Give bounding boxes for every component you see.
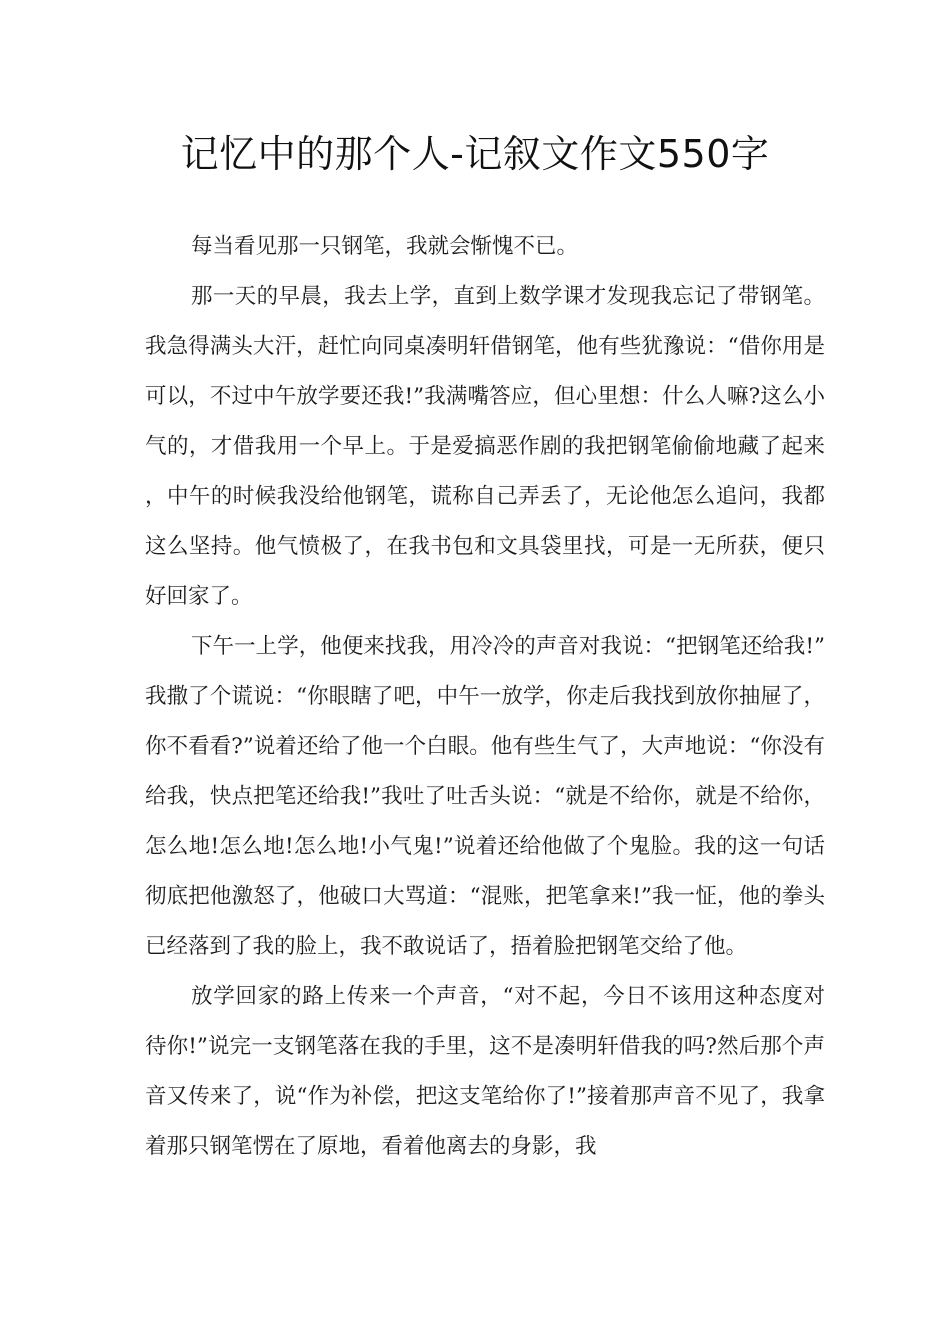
paragraph-1: 每当看见那一只钢笔，我就会惭愧不已。 bbox=[191, 234, 579, 259]
document-body bbox=[145, 222, 825, 1172]
paragraph-4: 放学回家的路上传来一个声音，“对不起，今日不该用这种态度对待你!”说完一支钢笔落在我的手里，这不是凑明轩借我的吗?然后那个声音又传来了，说“作为补偿，把这支笔给你了!”接着那声音不见了，我拿着那只钢笔愣在了原地，看着他离去的身影，我 bbox=[145, 984, 825, 1159]
document-title: 记忆中的那个人-记叙文作文550字 bbox=[180, 132, 770, 176]
paragraph-2: 那一天的早晨，我去上学，直到上数学课才发现我忘记了带钢笔。我急得满头大汗，赶忙向同桌凑明轩借钢笔，他有些犹豫说：“借你用是可以，不过中午放学要还我!”我满嘴答应，但心里想：什么人嘛?这么小气的，才借我用一个早上。于是爱搞恶作剧的我把钢笔偷偷地藏了起来，中午的时候我没给他钢笔，谎称自己弄丢了，无论他怎么追问，我都这么坚持。他气愤极了，在我书包和文具袋里找，可是一无所获，便只好回家了。 bbox=[145, 284, 825, 609]
paragraph-3: 下午一上学，他便来找我，用冷冷的声音对我说：“把钢笔还给我!”我撒了个谎说：“你眼瞎了吧，中午一放学，你走后我找到放你抽屉了，你不看看?”说着还给了他一个白眼。他有些生气了，大声地说：“你没有给我，快点把笔还给我!”我吐了吐舌头说：“就是不给你，就是不给你，怎么地!怎么地!怎么地!小气鬼!”说着还给他做了个鬼脸。我的这一句话彻底把他激怒了，他破口大骂道：“混账，把笔拿来!”我一怔，他的拳头已经落到了我的脸上，我不敢说话了，捂着脸把钢笔交给了他。 bbox=[145, 634, 825, 959]
